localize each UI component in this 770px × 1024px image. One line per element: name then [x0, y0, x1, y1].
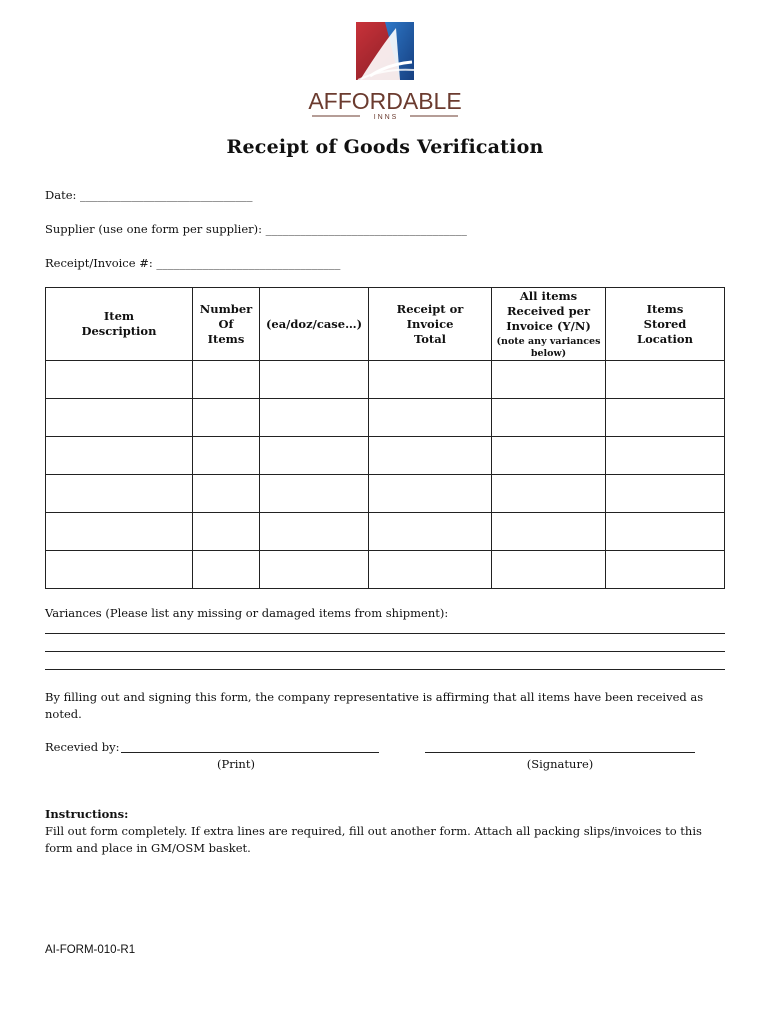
affordable-inns-logo — [300, 18, 470, 120]
table-cell[interactable] — [606, 437, 725, 475]
table-cell[interactable] — [492, 399, 606, 437]
table-cell[interactable] — [492, 437, 606, 475]
table-cell[interactable] — [46, 361, 193, 399]
table-cell[interactable] — [369, 399, 492, 437]
table-cell[interactable] — [492, 475, 606, 513]
table-cell[interactable] — [260, 551, 369, 589]
table-row — [46, 399, 725, 437]
column-header-line: Location — [637, 331, 693, 346]
table-row — [46, 361, 725, 399]
column-header-line: Received per — [506, 303, 591, 318]
table-cell[interactable] — [492, 361, 606, 399]
table-cell[interactable] — [492, 551, 606, 589]
print-caption: (Print) — [217, 757, 255, 771]
table-cell[interactable] — [193, 513, 260, 551]
table-cell[interactable] — [193, 551, 260, 589]
variance-line-3[interactable] — [45, 669, 725, 670]
table-cell[interactable] — [193, 475, 260, 513]
table-header-row — [46, 288, 725, 361]
table-cell[interactable] — [193, 361, 260, 399]
table-cell[interactable] — [369, 437, 492, 475]
table-cell[interactable] — [369, 513, 492, 551]
logo-brand-text: AFFORDABLE — [308, 88, 462, 114]
column-header-line: Number — [199, 301, 253, 316]
column-header-line: (ea/doz/case…) — [265, 316, 363, 331]
logo-emblem — [356, 22, 414, 80]
column-header-2 — [193, 288, 260, 361]
table-row — [46, 551, 725, 589]
table-cell[interactable] — [46, 437, 193, 475]
table-cell[interactable] — [606, 361, 725, 399]
column-header-6 — [606, 288, 725, 361]
column-header-line: Items — [207, 331, 245, 346]
table-cell[interactable] — [606, 475, 725, 513]
table-body — [46, 361, 725, 589]
table-cell[interactable] — [46, 513, 193, 551]
column-header-line: Invoice (Y/N) — [506, 318, 591, 333]
column-header-line: All items — [519, 288, 578, 303]
table-cell[interactable] — [46, 399, 193, 437]
column-header-line: Receipt or — [396, 301, 464, 316]
variances-label: Variances (Please list any missing or damaged items from shipment): — [45, 606, 449, 620]
supplier-field[interactable]: Supplier (use one form per supplier): ___________________________________ — [45, 222, 467, 236]
form-code: AI-FORM-010-R1 — [45, 944, 136, 956]
column-header-note: (note any variances below) — [496, 335, 601, 359]
table-cell[interactable] — [260, 475, 369, 513]
table-cell[interactable] — [193, 399, 260, 437]
signature-line[interactable] — [425, 752, 695, 753]
signature-caption: (Signature) — [526, 757, 594, 771]
variance-line-2[interactable] — [45, 651, 725, 652]
table-cell[interactable] — [260, 437, 369, 475]
column-header-line: Total — [413, 331, 447, 346]
column-header-5 — [492, 288, 606, 361]
table-row — [46, 437, 725, 475]
logo-tagline: I N N S — [373, 114, 397, 120]
table-cell[interactable] — [606, 551, 725, 589]
table-cell[interactable] — [369, 361, 492, 399]
column-header-line: Invoice — [406, 316, 454, 331]
table-cell[interactable] — [606, 399, 725, 437]
received-by-label: Recevied by: — [45, 740, 120, 754]
column-header-4 — [369, 288, 492, 361]
table-cell[interactable] — [260, 399, 369, 437]
date-field[interactable]: Date: ______________________________ — [45, 188, 253, 202]
affirmation-text: By filling out and signing this form, the company representative is affirming that all items have been received as noted. — [45, 690, 704, 721]
column-header-1 — [46, 288, 193, 361]
column-header-line: Item — [103, 309, 135, 323]
table-cell[interactable] — [369, 475, 492, 513]
table-cell[interactable] — [193, 437, 260, 475]
table-row — [46, 475, 725, 513]
instructions-heading: Instructions: — [45, 807, 129, 821]
column-header-line: Items — [646, 301, 684, 316]
table-cell[interactable] — [46, 551, 193, 589]
column-header-3 — [260, 288, 369, 361]
table-cell[interactable] — [260, 361, 369, 399]
column-header-line: Stored — [643, 316, 687, 331]
table-row — [46, 513, 725, 551]
table-cell[interactable] — [369, 551, 492, 589]
table-cell[interactable] — [260, 513, 369, 551]
variance-line-1[interactable] — [45, 633, 725, 634]
table-cell[interactable] — [46, 475, 193, 513]
column-header-line: Of — [218, 316, 234, 331]
table-cell[interactable] — [606, 513, 725, 551]
table-cell[interactable] — [492, 513, 606, 551]
column-header-line: Description — [81, 324, 157, 338]
form-title: Receipt of Goods Verification — [226, 136, 544, 158]
print-name-line[interactable] — [121, 752, 379, 753]
goods-table — [45, 287, 725, 589]
receipt-invoice-field[interactable]: Receipt/Invoice #: ________________________________ — [45, 256, 341, 270]
instructions-text: Fill out form completely. If extra lines are required, fill out another form. Attach all packing slips/invoices to this form and place in GM/OSM basket. — [45, 824, 702, 855]
